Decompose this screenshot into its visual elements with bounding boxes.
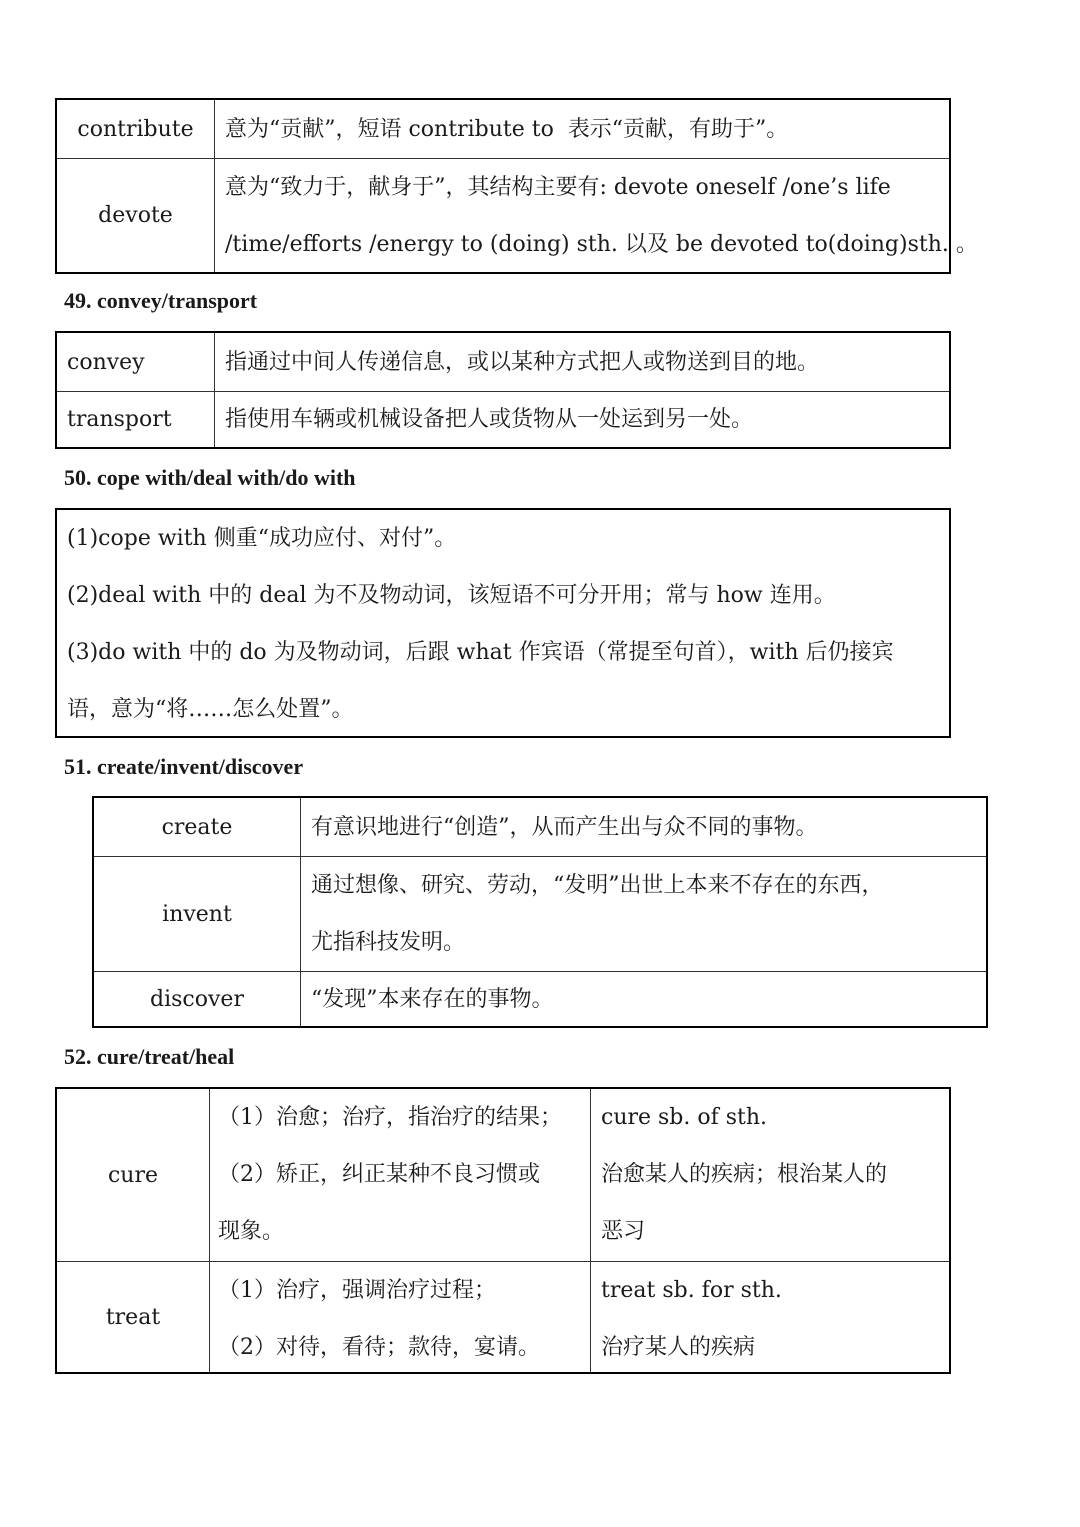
meaning-transport: 指使用车辆或机械设备把人或货物从一处运到另一处。 <box>225 407 754 432</box>
note-line-2: (2)deal with 中的 deal 为不及物动词，该短语不可分开用；常与 how 连用。 <box>67 583 836 608</box>
section-heading-51: 51. create/invent/discover <box>64 754 304 779</box>
section-heading-52: 52. cure/treat/heal <box>64 1044 235 1069</box>
meaning-cell <box>214 159 978 272</box>
usage-treat-line2: 治疗某人的疾病 <box>601 1335 756 1360</box>
table-cure-treat <box>55 1087 951 1374</box>
word-convey: convey <box>67 349 145 375</box>
table-row <box>57 1089 949 1261</box>
word-cure: cure <box>107 1162 159 1188</box>
table-row <box>57 158 978 272</box>
usage-cure-line3: 恶习 <box>601 1219 646 1244</box>
note-line-1: (1)cope with 侧重“成功应付、对付”。 <box>67 526 457 551</box>
word-cell <box>57 1262 209 1372</box>
word-invent: invent <box>162 901 232 927</box>
word-create: create <box>161 814 233 840</box>
meaning-treat-line1: （1）治疗，强调治疗过程； <box>218 1278 496 1303</box>
meaning-invent-line2: 尤指科技发明。 <box>311 930 466 955</box>
meaning-cell <box>209 1262 590 1372</box>
meaning-cell <box>209 1089 590 1261</box>
word-cell <box>94 857 300 971</box>
meaning-cure-line1: （1）治愈；治疗，指治疗的结果； <box>218 1105 562 1130</box>
word-cell <box>57 100 214 158</box>
meaning-create: 有意识地进行“创造”，从而产生出与众不同的事物。 <box>311 814 818 840</box>
meaning-cell <box>300 857 986 971</box>
meaning-convey: 指通过中间人传递信息，或以某种方式把人或物送到目的地。 <box>225 349 820 375</box>
meaning-cure-line2: （2）矫正，纠正某种不良习惯或 <box>218 1162 540 1187</box>
meaning-devote-line1: 意为“致力于，献身于”，其结构主要有: devote oneself /one’s life <box>225 175 891 200</box>
meaning-cell <box>214 392 949 447</box>
table-convey-transport <box>55 331 951 449</box>
table-row <box>57 391 949 447</box>
word-cell <box>94 972 300 1026</box>
meaning-cell <box>300 972 986 1026</box>
table-create-invent-discover <box>92 796 988 1028</box>
meaning-cell <box>214 100 949 158</box>
word-cell <box>57 1089 209 1261</box>
usage-cell <box>590 1089 949 1261</box>
cope-deal-do-box <box>55 508 951 738</box>
word-cell <box>94 798 300 856</box>
meaning-contribute: 意为“贡献”，短语 contribute to 表示“贡献，有助于”。 <box>225 116 789 142</box>
meaning-invent-line1: 通过想像、研究、劳动，“发明”出世上本来不存在的东西， <box>311 873 884 898</box>
note-line-4: 语，意为“将……怎么处置”。 <box>67 697 354 722</box>
word-transport: transport <box>67 407 172 432</box>
meaning-treat-line2: （2）对待，看待；款待，宴请。 <box>218 1335 540 1360</box>
usage-treat-line1: treat sb. for sth. <box>601 1278 782 1303</box>
meaning-cell <box>214 333 949 391</box>
word-treat: treat <box>105 1304 161 1330</box>
meaning-devote-line2: /time/efforts /energy to (doing) sth. 以及 be devoted to(doing)sth. 。 <box>225 232 978 257</box>
section-heading-50: 50. cope with/deal with/do with <box>64 465 356 490</box>
note-line-3: (3)do with 中的 do 为及物动词，后跟 what 作宾语（常提至句首），with 后仍接宾 <box>67 640 894 665</box>
meaning-discover: “发现”本来存在的事物。 <box>311 986 554 1012</box>
table-row <box>57 100 949 158</box>
word-discover: discover <box>150 986 244 1012</box>
usage-cell <box>590 1262 949 1372</box>
word-cell <box>57 333 214 391</box>
meaning-cell <box>300 798 986 856</box>
table-row <box>94 856 986 971</box>
table-contribute-devote <box>55 98 978 274</box>
table-row <box>57 1261 949 1372</box>
meaning-cure-line3: 现象。 <box>218 1219 285 1244</box>
usage-cure-line1: cure sb. of sth. <box>601 1105 768 1130</box>
section-heading-49: 49. convey/transport <box>64 288 258 313</box>
usage-cure-line2: 治愈某人的疾病；根治某人的 <box>601 1162 888 1187</box>
word-cell <box>57 159 214 272</box>
word-cell <box>57 392 214 447</box>
table-row <box>94 798 986 856</box>
word-devote: devote <box>98 203 173 228</box>
table-row <box>94 971 986 1026</box>
table-row <box>57 333 949 391</box>
word-contribute: contribute <box>77 116 194 142</box>
